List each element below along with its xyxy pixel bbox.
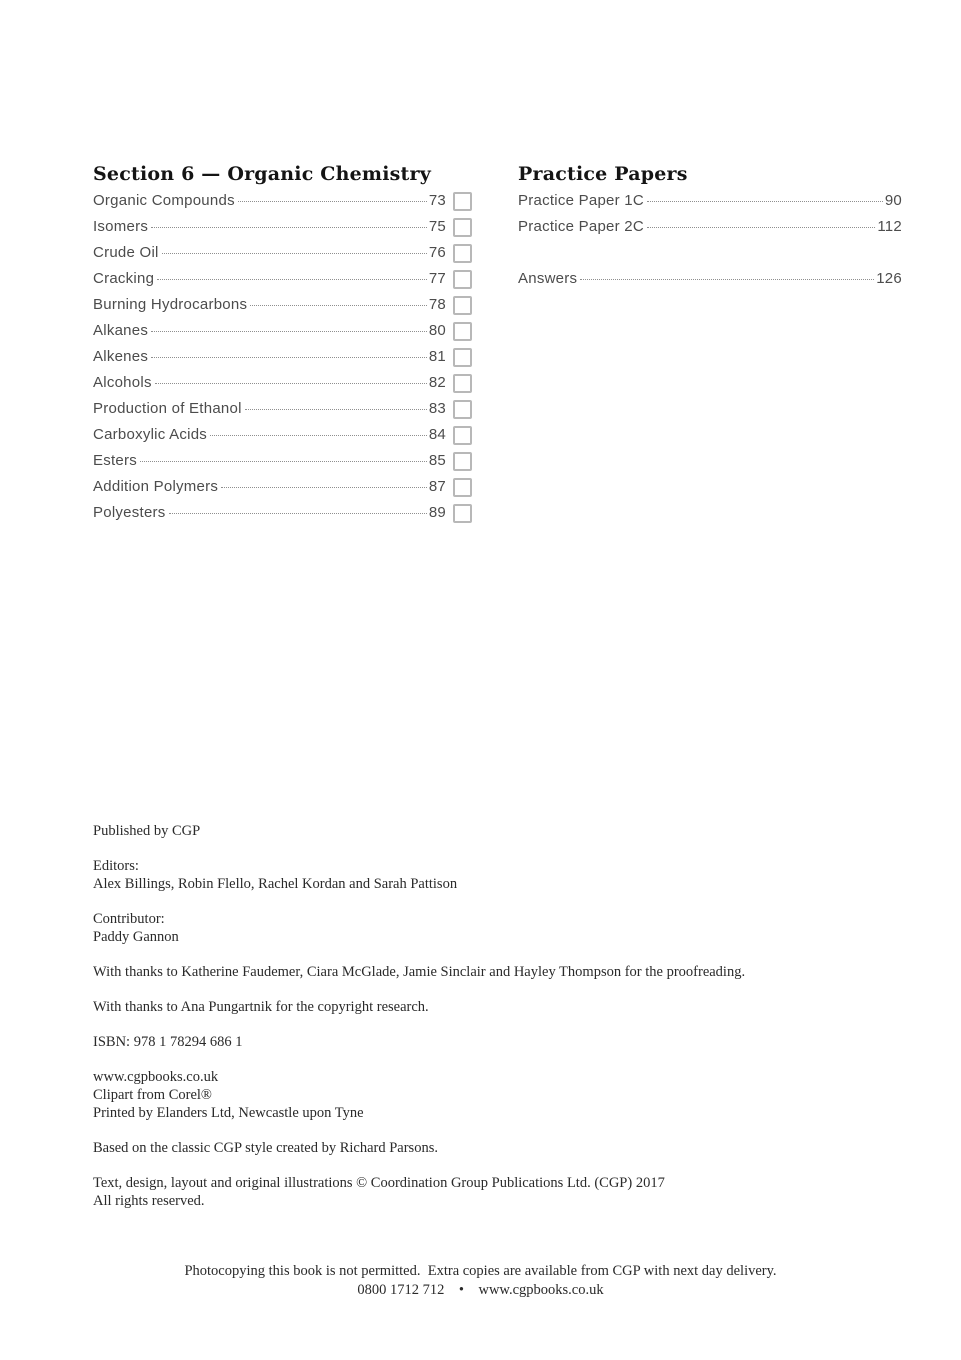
- style-credit: [93, 1139, 901, 1157]
- toc-entry-answers: [518, 266, 902, 292]
- dot-leader: [647, 227, 875, 228]
- toc-entry: [93, 188, 472, 214]
- toc-entry: [93, 318, 472, 344]
- proofreading-thanks: [93, 963, 901, 981]
- dot-leader: [245, 409, 427, 410]
- tick-checkbox[interactable]: [453, 192, 472, 211]
- toc-entry-label: Addition Polymers: [93, 478, 219, 495]
- copyright-research-thanks: [93, 998, 901, 1016]
- toc-entry-page: 85: [428, 452, 446, 469]
- dot-leader: [169, 513, 427, 514]
- toc-entry-label: Polyesters: [93, 504, 166, 521]
- tick-checkbox[interactable]: [453, 478, 472, 497]
- toc-entry-page: 90: [884, 192, 902, 209]
- dot-leader: [162, 253, 427, 254]
- toc-entry-page: 80: [428, 322, 446, 339]
- colophon-line: Editors:: [93, 858, 139, 874]
- copyright-notice: [93, 1174, 901, 1210]
- section-heading: Practice Papers: [518, 163, 688, 185]
- toc-entry-label: Production of Ethanol: [93, 400, 242, 417]
- toc-entry-page: 126: [876, 270, 902, 287]
- tick-checkbox[interactable]: [453, 270, 472, 289]
- dot-leader: [210, 435, 427, 436]
- colophon-line: Text, design, layout and original illustrations © Coordination Group Publications Ltd. (CGP) 2017: [93, 1175, 665, 1191]
- toc-entry-page: 73: [428, 192, 446, 209]
- toc-entry: [93, 370, 472, 396]
- isbn-line: [93, 1033, 901, 1051]
- toc-entry-label: Cracking: [93, 270, 155, 287]
- toc-entry: [93, 266, 472, 292]
- toc-entry: [93, 500, 472, 526]
- dot-leader: [155, 383, 427, 384]
- dot-leader: [151, 331, 427, 332]
- clipart-line: Clipart from Corel®: [93, 1087, 212, 1103]
- colophon-line: With thanks to Ana Pungartnik for the copyright research.: [93, 999, 429, 1015]
- tick-checkbox[interactable]: [453, 296, 472, 315]
- toc-entry-page: 77: [428, 270, 446, 287]
- tick-checkbox[interactable]: [453, 426, 472, 445]
- colophon-line: Alex Billings, Robin Flello, Rachel Kordan and Sarah Pattison: [93, 876, 458, 892]
- dot-leader: [151, 357, 427, 358]
- printer-line: Printed by Elanders Ltd, Newcastle upon Tyne: [93, 1105, 364, 1121]
- toc-section-practice-papers: [518, 163, 902, 526]
- colophon-line: Published by CGP: [93, 823, 201, 839]
- tick-checkbox[interactable]: [453, 452, 472, 471]
- toc-entry-page: 112: [877, 218, 902, 235]
- colophon-line: With thanks to Katherine Faudemer, Ciara McGlade, Jamie Sinclair and Hayley Thompson for the proofreading.: [93, 964, 746, 980]
- dot-leader: [140, 461, 427, 462]
- dot-leader: [238, 201, 427, 202]
- colophon: [93, 822, 901, 1227]
- colophon-line: Based on the classic CGP style created by Richard Parsons.: [93, 1140, 438, 1156]
- colophon-line: Paddy Gannon: [93, 929, 179, 945]
- toc-entry-label: Alkanes: [93, 322, 149, 339]
- tick-checkbox[interactable]: [453, 218, 472, 237]
- toc-entry: [518, 188, 902, 214]
- toc-entry: [93, 474, 472, 500]
- toc-entry: [93, 214, 472, 240]
- contact-line: 0800 1712 712 • www.cgpbooks.co.uk: [357, 1282, 604, 1298]
- toc-entry-page: 83: [428, 400, 446, 417]
- toc-entry-page: 82: [428, 374, 446, 391]
- publisher-line: [93, 822, 901, 840]
- toc-section-organic-chemistry: [93, 163, 472, 526]
- toc-entry: [93, 240, 472, 266]
- toc-entry-page: 76: [428, 244, 446, 261]
- toc-entry-page: 89: [428, 504, 446, 521]
- dot-leader: [580, 279, 874, 280]
- toc-entry-label: Crude Oil: [93, 244, 159, 261]
- toc-entry-label: Organic Compounds: [93, 192, 235, 209]
- toc-entry-label: Carboxylic Acids: [93, 426, 208, 443]
- toc-entry: [93, 344, 472, 370]
- photocopy-notice: Photocopying this book is not permitted. Extra copies are available from CGP with next day delivery.: [184, 1263, 777, 1279]
- toc-entry-label: Practice Paper 1C: [518, 192, 644, 209]
- toc-entry: [93, 422, 472, 448]
- toc-entry-label: Practice Paper 2C: [518, 218, 644, 235]
- tick-checkbox[interactable]: [453, 400, 472, 419]
- toc-entry-label: Isomers: [93, 218, 149, 235]
- contributor-paragraph: [93, 910, 901, 946]
- website-line: www.cgpbooks.co.uk: [93, 1069, 219, 1085]
- toc-entry: [93, 292, 472, 318]
- tick-checkbox[interactable]: [453, 322, 472, 341]
- toc-entry: [518, 214, 902, 240]
- toc-entry-page: 87: [428, 478, 446, 495]
- dot-leader: [221, 487, 427, 488]
- toc-entry-label: Alcohols: [93, 374, 152, 391]
- colophon-line: Contributor:: [93, 911, 165, 927]
- toc-entry-page: 75: [428, 218, 446, 235]
- editors-paragraph: [93, 857, 901, 893]
- table-of-contents: [93, 163, 902, 526]
- toc-entry-page: 84: [428, 426, 446, 443]
- section-heading: Section 6 — Organic Chemistry: [93, 163, 431, 185]
- toc-entry: [93, 396, 472, 422]
- toc-entry-page: 81: [428, 348, 446, 365]
- dot-leader: [157, 279, 427, 280]
- tick-checkbox[interactable]: [453, 244, 472, 263]
- colophon-line: All rights reserved.: [93, 1193, 205, 1209]
- publication-details: [93, 1068, 901, 1122]
- dot-leader: [250, 305, 427, 306]
- dot-leader: [151, 227, 427, 228]
- toc-entry-label: Burning Hydrocarbons: [93, 296, 248, 313]
- toc-entry-label: Esters: [93, 452, 138, 469]
- footer-notice: [0, 1262, 961, 1300]
- colophon-line: ISBN: 978 1 78294 686 1: [93, 1034, 243, 1050]
- toc-entry-label: Answers: [518, 270, 578, 287]
- toc-entry-label: Alkenes: [93, 348, 149, 365]
- tick-checkbox[interactable]: [453, 504, 472, 523]
- tick-checkbox[interactable]: [453, 348, 472, 367]
- tick-checkbox[interactable]: [453, 374, 472, 393]
- toc-entry: [93, 448, 472, 474]
- dot-leader: [647, 201, 883, 202]
- toc-entry-page: 78: [428, 296, 446, 313]
